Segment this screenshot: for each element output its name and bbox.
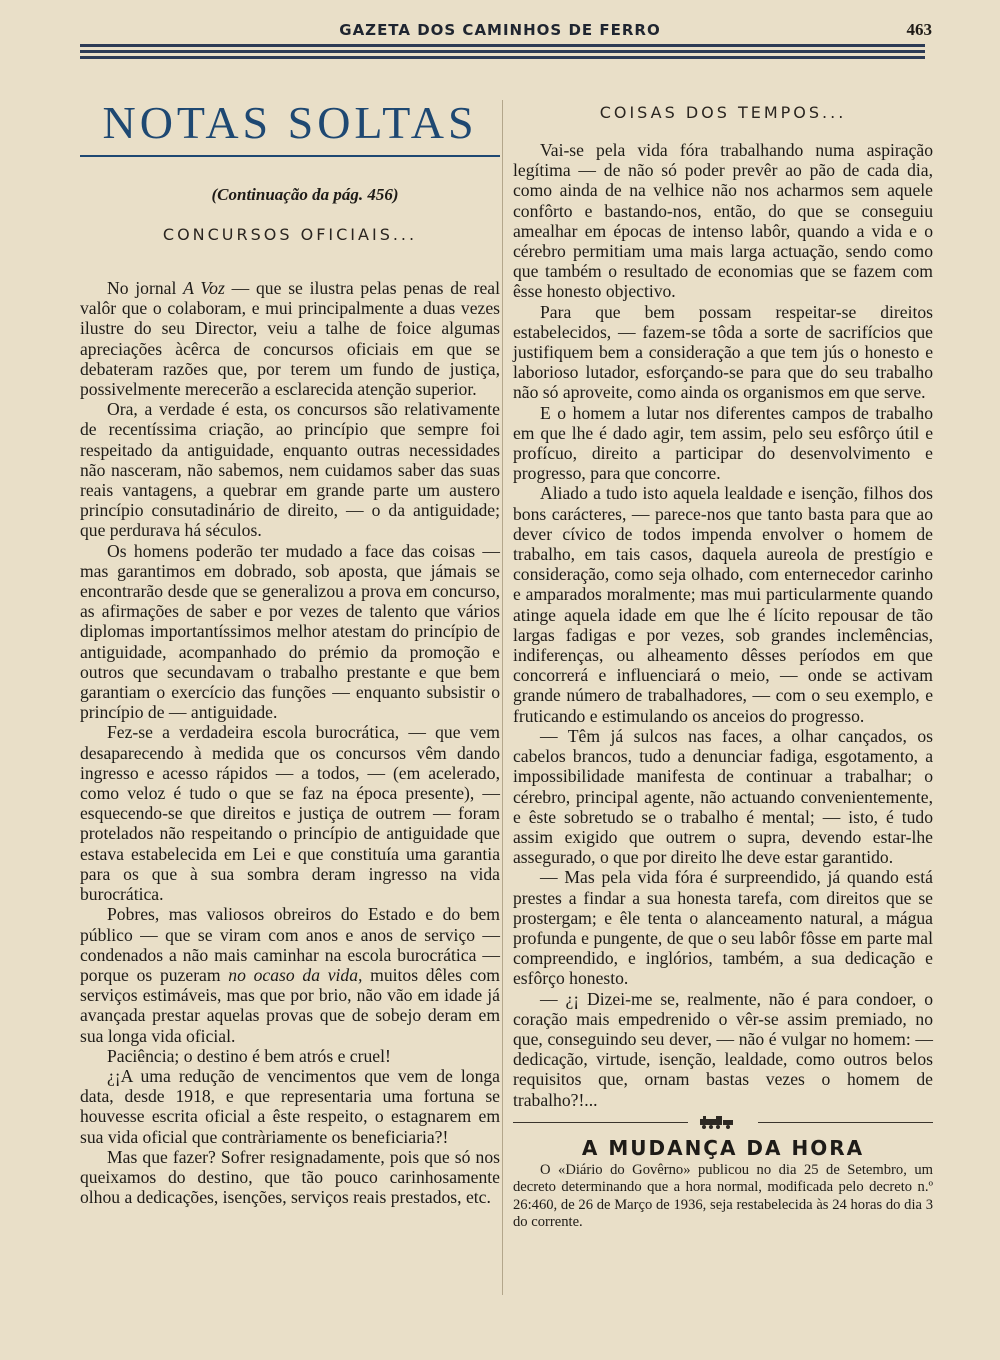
article-paragraph: — ¿¡ Dizei-me se, realmente, não é para condoer, o coração mais empedrenido o vêr-se assim premiado, no que, conseguindo seu dever, — não é vulgar no homem: — dedicação, virtude, isenção, lealdade, como outros belos requisitos que, ornam bastas vezes o homem de trabalho?!... — [513, 988, 933, 1110]
header-rule-line — [80, 44, 925, 47]
paragraph-text: Pobres, mas valiosos obreiros do Estado e do bem público — que se viram com anos e anos de serviço — condenados a não mais caminhar na escola burocrática — porque os puzeram — [80, 904, 500, 985]
column-divider — [502, 100, 503, 1295]
mudanca-heading: A MUDANÇA DA HORA — [581, 1135, 865, 1160]
title-underline — [80, 155, 500, 157]
article-paragraph: — Têm já sulcos nas faces, a olhar cançados, os cabelos brancos, tudo a denunciar fadiga, esgotamento, a impossibilidade manifesta de continuar a trabalhar; o cérebro, principal agente, não actuando convenientemente, e êste sobretudo se o trabalho é mental; — isto, é tudo assim exigido que outrem o supra, devendo estar-lhe assegurado, o que por direito lhe deve estar garantido. — [513, 725, 933, 868]
paragraph-text: muitos dêles com serviços estimáveis, mas que por brio, não vão em idade já avançada prestar aquelas provas que de sobejo deram em sua longa vida oficial. — [80, 964, 500, 1046]
article-paragraph — [80, 904, 500, 1045]
section-ornament — [513, 1114, 933, 1130]
continuation-note: (Continuação da pág. 456) — [211, 185, 399, 204]
train-icon — [696, 1114, 736, 1130]
emphasis-text: no ocaso da vida, — [228, 964, 363, 985]
paragraph-text: No jornal — [107, 278, 184, 298]
article-paragraph: Os homens poderão ter mudado a face das coisas — mas garantimos em dobrado, sob aposta, que jámais se encontrarão desde que se generalizou a prova em concurso, as afirmações de saber e por vezes de talento que vários diplomas importantíssimos melhor atestam do princípio de antiguidade, acompanhado do prémio da promoção e outros que secundavam o trabalho prestante e que bem garantiam o exercício das funções — enquanto subsistir o princípio de — antiguidade. — [80, 540, 500, 723]
article-paragraph — [80, 278, 500, 399]
section-title: NOTAS SOLTAS — [102, 97, 478, 148]
header-rule — [80, 44, 925, 62]
article-paragraph: — Mas pela vida fóra é surpreendido, já quando está prestes a findar a sua honesta tarefa, com direitos que se prostergam; e êle tenta o alanceamento natural, a mágua profunda e pungente, de que o seu labôr fôsse em parte mal compreendido, e inglórios, também, a sua dedicação e esfôrço honesto. — [513, 867, 933, 989]
page-number: 463 — [906, 20, 932, 39]
article-paragraph: Paciência; o destino é bem atrós e cruel! — [107, 1045, 391, 1066]
article-paragraph: Mas que fazer? Sofrer resignadamente, pois que só nos queixamos do destino, que tão pouco carinhosamente olhou a dedicações, isenções, serviços reais prestados, etc. — [80, 1146, 500, 1208]
article-paragraph: E o homem a lutar nos diferentes campos de trabalho em que lhe é dado agir, tem assim, pelo seu esfôrço útil e profícuo, direito a participar do desenvolvimento e progresso, para que concorre. — [513, 402, 933, 484]
running-title: GAZETA DOS CAMINHOS DE FERRO — [339, 21, 661, 39]
ornament-line — [513, 1122, 688, 1123]
concursos-heading: CONCURSOS OFICIAIS... — [162, 225, 418, 244]
coisas-heading: COISAS DOS TEMPOS... — [599, 103, 847, 122]
header-rule-line — [80, 56, 925, 59]
right-column — [513, 95, 933, 1232]
running-head — [80, 18, 932, 44]
article-paragraph: Ora, a verdade é esta, os concursos são relativamente de recentíssima criação, ao princípio que sempre foi respeitado da antiguidade, enquanto outras necessidades não nasceram, não sabemos, nem cuidamos saber das suas reais vantagens, a quebrar em grande parte um austero princípio consutadinário de direito, — o da antiguidade; que perdurava há séculos. — [80, 399, 500, 541]
article-paragraph: Fez-se a verdadeira escola burocrática, — que vem desaparecendo à medida que os concursos vêm dando ingresso e acesso rápidos — a todos, — (em acelerado, como veloz é tudo o que se faz na época presente), — esquecendo-se que direitos e justiça de outrem — foram protelados não respeitando o princípio de antiguidade que estava estabelecida em Lei e que constituía uma garantia para os que à sua sombra deram ingresso na vida burocrática. — [80, 722, 500, 905]
article-paragraph: ¿¡A uma redução de vencimentos que vem de longa data, desde 1918, e que representaria uma fortuna se houvesse escrita oficial a êste respeito, o estagnarem em sua vida oficial que contràriamente os beneficiaria?! — [80, 1065, 500, 1147]
left-column — [80, 95, 500, 1207]
newspaper-name: A Voz — [183, 278, 225, 298]
ornament-line — [758, 1122, 933, 1123]
header-rule-line — [80, 50, 925, 53]
article-paragraph: Para que bem possam respeitar-se direitos estabelecidos, — fazem-se tôda a sorte de sacrifícios que justifiquem bem a consideração a que tem jús o honesto e laborioso lutador, esforçando-se para que do seu trabalho não só aproveite, como ainda os organismos em que serve. — [513, 301, 933, 403]
article-paragraph: Vai-se pela vida fóra trabalhando numa aspiração legítima — de não só poder prevêr ao pão de cada dia, como ainda de na velhice não nos acharmos sem aquele confôrto e bastando-nos, então, do que se conseguiu amealhar em épocas de intenso labôr, quando a vida e o cérebro permitiam uma mais larga actuação, sendo como que também o resultado de economias que se fazem com êsse honesto objectivo. — [513, 140, 933, 302]
paragraph-text: — que se ilustra pelas penas de real valôr que o colaboram, e mui principalmente a duas vezes ilustre do seu Director, veiu a talhe de foice algumas apreciações àcêrca de concursos oficiais em que se debateram razões que, por terem um fundo de justiça, possivelmente merecerão a esclarecida atenção superior. — [80, 278, 500, 400]
article-paragraph: Aliado a tudo isto aquela lealdade e isenção, filhos dos bons carácteres, — parece-nos que tanto basta para que ao dever cívico de todos impenda envolver o homem de trabalho, em tais casos, daquela aureola de prestígio e consideração, como seja olhado, com enternecedor carinho e amparados moralmente; mas mui particularmente quando atinge aquela idade em que lhe é lícito repousar de tão largas fadigas e por vezes, sob grandes inclemências, indiferenças, ou alheamento dêsses períodos em que concorrerá e influenciará o meio, — onde se activam grande número de trabalhadores, — com o seu exemplo, e fruticando e estimulando os anceios do progresso. — [513, 483, 933, 726]
mudanca-paragraph: O «Diário do Govêrno» publicou no dia 25 de Setembro, um decreto determinando que a hora normal, modificada pelo decreto n.º 26:460, de 26 de Março de 1936, seja restabelecida às 24 horas do dia 3 do corrente. — [513, 1161, 933, 1231]
